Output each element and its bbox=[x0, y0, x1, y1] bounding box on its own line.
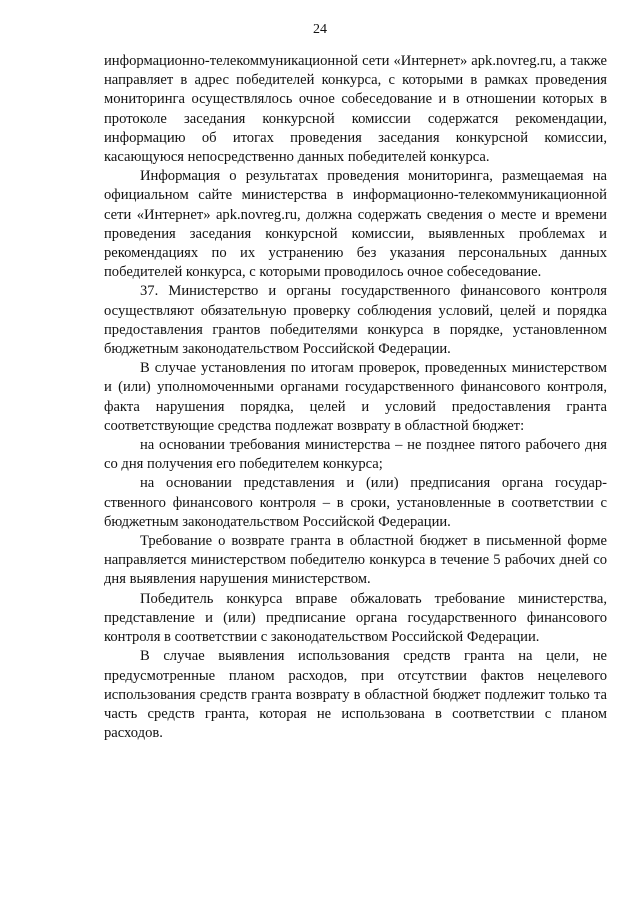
paragraph-appeal: Победитель конкурса вправе обжаловать требование министерства, представление и (или) предписание органа государственного финансового контроля в соответствии с законодательством Российской Федерации. bbox=[104, 590, 607, 646]
paragraph-control-body-order: на основании представления и (или) предписания органа государственного финансового контроля – в сроки, установленные в соответствии с бюджетным законодательством Российской Федерации. bbox=[104, 475, 607, 530]
paragraph-misuse-return: В случае выявления использования средств гранта на цели, не предусмотренные планом расходов, при отсутствии фактов нецелевого использования средств гранта возврату в областной бюджет подлежит только та часть средств гранта, которая не использована в соответствии с планом расходов. bbox=[104, 648, 607, 742]
paragraph-monitoring-info: Информация о результатах проведения мониторинга, размещаемая на официальном сайте министерства в информационно-телекоммуникационной сети «Интернет» apk.novreg.ru, должна содержать сведения о месте и времени проведения заседания конкурсной комиссии, выявленных проблемах и рекомендациях по их устранению без указания персональных данных победителей конкурса, с которыми проводилось очное собеседование. bbox=[104, 168, 607, 281]
paragraph-violation-return: В случае установления по итогам проверок, проведенных министерством и (или) уполномоченными органами государственного финансового контроля, факта нарушения порядка, целей и условий предоставления гранта соответствующие средства подлежат возврату в областной бюджет: bbox=[104, 360, 607, 434]
document-body bbox=[104, 52, 607, 743]
paragraph-continuation: информационно-телекоммуникационной сети «Интернет» apk.novreg.ru, а также направляет в адрес победителей конкурса, с которыми в рамках проведения мониторинга осуществлялось очное собеседование и в отношении которых в протоколе заседания конкурсной комиссии содержатся рекомендации, информацию об итогах проведения заседания конкурсной комиссии, касающуюся непосредственно данных победителей конкурса. bbox=[104, 53, 607, 166]
page-number: 24 bbox=[313, 22, 327, 37]
paragraph-written-requirement: Требование о возврате гранта в областной бюджет в письменной форме направляется министерством победителю конкурса в течение 5 рабочих дней со дня выявления нарушения министерством. bbox=[104, 533, 607, 588]
paragraph-ministry-requirement: на основании требования министерства – не позднее пятого рабочего дня со дня получения его победителем конкурса; bbox=[104, 437, 607, 473]
paragraph-37: 37. Министерство и органы государственного финансового контроля осуществляют обязательную проверку соблюдения условий, целей и порядка предоставления грантов победителями конкурса в порядке, установленном бюджетным законодательством Российской Федерации. bbox=[104, 283, 607, 358]
